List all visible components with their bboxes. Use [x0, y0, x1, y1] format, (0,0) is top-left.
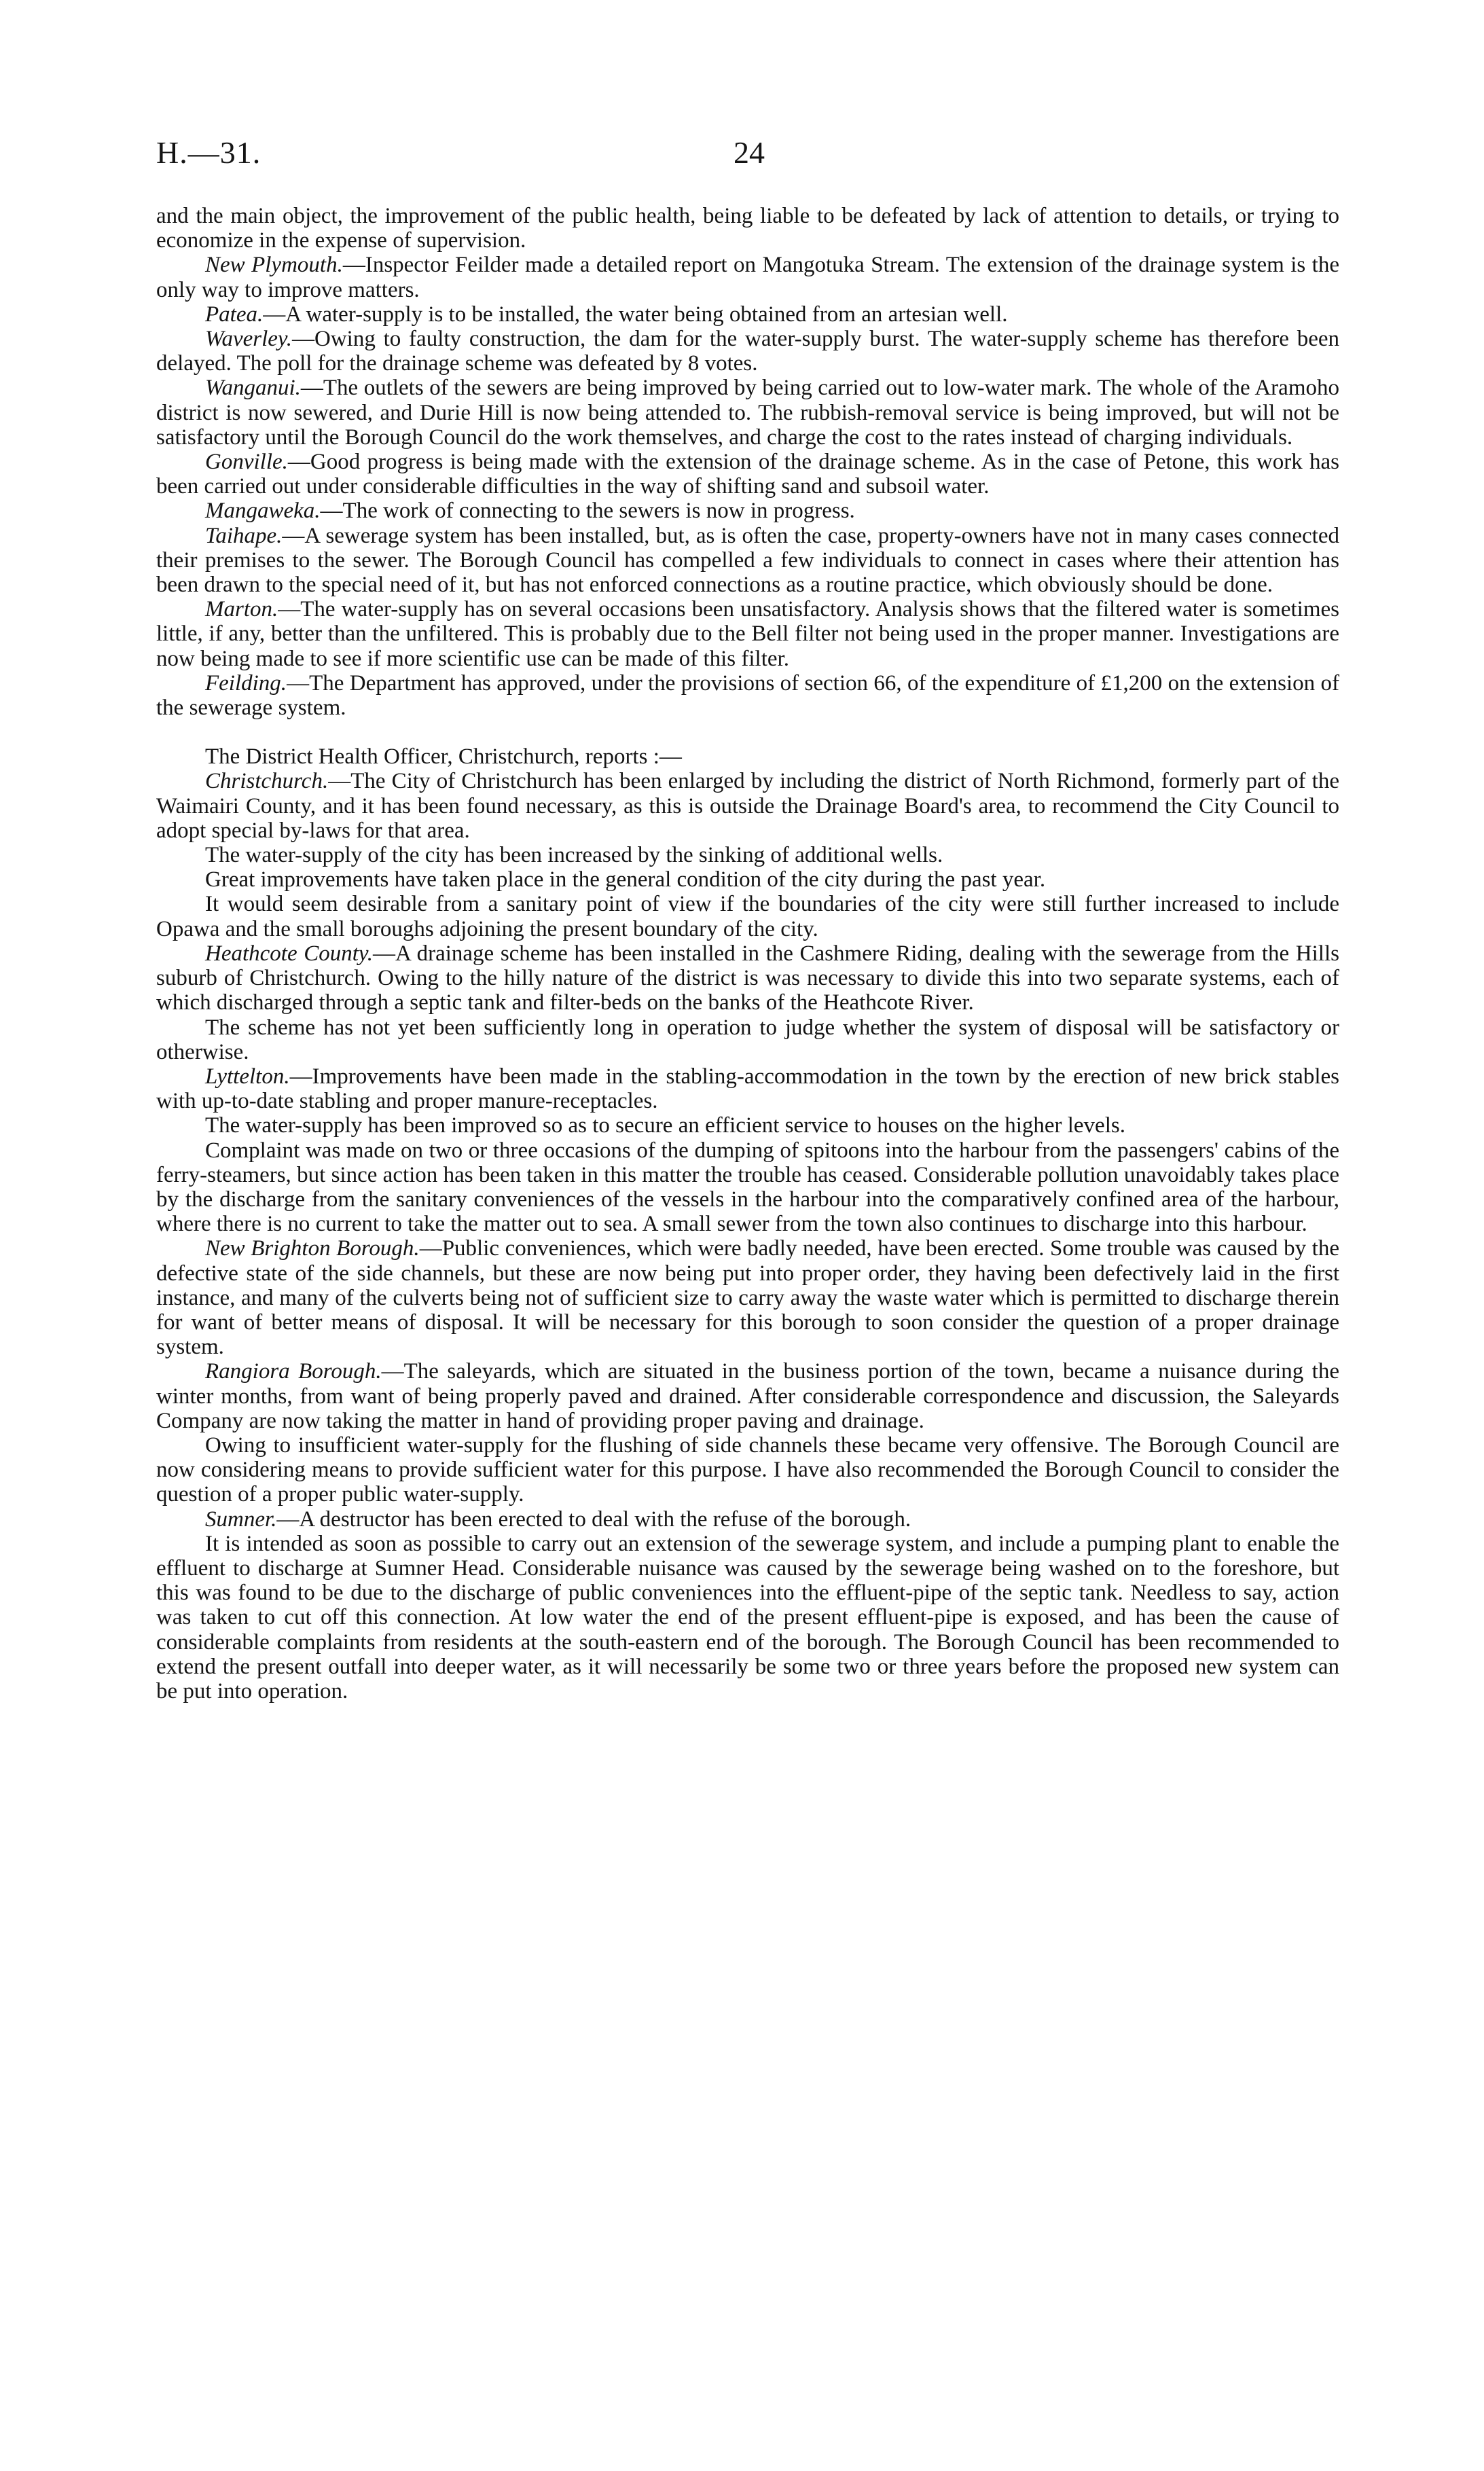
paragraph-text: The District Health Officer, Christchurch, reports :—: [205, 744, 682, 770]
paragraph: [156, 1236, 1339, 1359]
paragraph-text: —Public conveniences, which were badly needed, have been erected. Some trouble was caused by the defective state of the side channels, but these are now being put into proper order, they having been defectively laid in the first instance, and many of the culverts being not of sufficient size to carry away the waste water which is permitted to discharge therein for want of better means of disposal. It will be necessary for this borough to soon consider the question of a proper drainage system.: [156, 1236, 1339, 1360]
paragraph-text: Owing to insufficient water-supply for the flushing of side channels these became very offensive. The Borough Council are now considering means to provide sufficient water for this purpose. I have also recommended the Borough Council to consider the question of a proper public water-supply.: [156, 1432, 1339, 1507]
place-heading: Heathcote County.: [205, 941, 373, 966]
page-number: 24: [734, 135, 765, 170]
paragraph: [156, 892, 1339, 941]
paragraph: [156, 867, 1339, 892]
paragraph: [156, 671, 1339, 720]
paragraph-text: Great improvements have taken place in the general condition of the city during the past year.: [205, 867, 1046, 892]
paragraph-text: —A water-supply is to be installed, the water being obtained from an artesian well.: [263, 302, 1008, 327]
paragraph: [156, 302, 1339, 327]
body-text: [156, 204, 1339, 1703]
paragraph-text: —Good progress is being made with the extension of the drainage scheme. As in the case of Petone, this work has been carried out under considerable difficulties in the way of shifting sand and subsoil water.: [156, 450, 1339, 499]
place-heading: Gonville.: [205, 450, 288, 475]
place-heading: Marton.: [205, 597, 278, 622]
document-reference: H.—31.: [156, 135, 261, 170]
paragraph: [156, 204, 1339, 253]
place-heading: Mangaweka.: [205, 499, 321, 524]
paragraph: [156, 1064, 1339, 1113]
page-header: [156, 134, 1338, 175]
paragraph: [156, 1433, 1339, 1507]
paragraph-text: It would seem desirable from a sanitary point of view if the boundaries of the city were still further increased to include Opawa and the small boroughs adjoining the present boundary of the city.: [156, 892, 1339, 941]
place-heading: Patea.: [205, 302, 264, 327]
paragraph-text: —Owing to faulty construction, the dam for the water-supply burst. The water-supply scheme has therefore been delayed. The poll for the drainage scheme was defeated by 8 votes.: [156, 327, 1339, 376]
place-heading: Taihape.: [205, 523, 283, 548]
place-heading: New Brighton Borough.: [205, 1236, 420, 1261]
paragraph-text: —The saleyards, which are situated in the business portion of the town, became a nuisance during the winter months, from want of being properly paved and drained. After considerable correspondence and discussion, the Saleyards Company are now taking the matter in hand of providing proper paving and drainage.: [156, 1359, 1339, 1433]
paragraph: [156, 941, 1339, 1015]
paragraph-text: —The work of connecting to the sewers is now in progress.: [320, 499, 855, 524]
place-heading: Sumner.: [205, 1507, 277, 1532]
place-heading: Wanganui.: [205, 376, 301, 401]
place-heading: Lyttelton.: [205, 1064, 290, 1089]
paragraph: [156, 376, 1339, 450]
paragraph-text: —Improvements have been made in the stabling-accommodation in the town by the erection of new brick stables with up-to-date stabling and proper manure-receptacles.: [156, 1064, 1339, 1114]
paragraph: [156, 597, 1339, 671]
section-intro-paragraph: [156, 744, 1339, 769]
paragraph-text: —The outlets of the sewers are being improved by being carried out to low-water mark. The whole of the Aramoho district is now sewered, and Durie Hill is now being attended to. The rubbish-removal service is being improved, but will not be satisfactory until the Borough Council do the work themselves, and charge the cost to the rates instead of charging individuals.: [156, 376, 1339, 450]
paragraph: [156, 843, 1339, 867]
paragraph: [156, 1113, 1339, 1138]
paragraph-text: and the main object, the improvement of the public health, being liable to be defeated by lack of attention to details, or trying to economize in the expense of supervision.: [156, 204, 1339, 253]
paragraph: [156, 450, 1339, 499]
place-heading: Feilding.: [205, 670, 287, 696]
paragraph-text: The water-supply of the city has been increased by the sinking of additional wells.: [205, 843, 943, 868]
place-heading: Rangiora Borough.: [205, 1359, 382, 1384]
paragraph: [156, 253, 1339, 302]
paragraph: [156, 1015, 1339, 1064]
place-heading: Christchurch.: [205, 769, 329, 794]
paragraph-text: Complaint was made on two or three occasions of the dumping of spitoons into the harbour from the passengers' cabins of the ferry-steamers, but since action has been taken in this matter the trouble has ceased. Considerable pollution unavoidably takes place by the discharge from the sanitary conveniences of the vessels in the harbour into the comparatively confined area of the harbour, where there is no current to take the matter out to sea. A small sewer from the town also continues to discharge into this harbour.: [156, 1138, 1339, 1237]
paragraph: [156, 1359, 1339, 1433]
paragraph: [156, 769, 1339, 843]
paragraph-text: —Inspector Feilder made a detailed report on Mangotuka Stream. The extension of the drainage system is the only way to improve matters.: [156, 253, 1339, 302]
paragraph: [156, 1532, 1339, 1703]
paragraph: [156, 327, 1339, 376]
paragraph-text: —A sewerage system has been installed, but, as is often the case, property-owners have not in many cases connected their premises to the sewer. The Borough Council has compelled a few individuals to connect in cases where their attention has been drawn to the special need of it, but has not enforced connections as a routine practice, which obviously should be done.: [156, 523, 1339, 598]
paragraph-text: —The Department has approved, under the provisions of section 66, of the expenditure of £1,200 on the extension of the sewerage system.: [156, 670, 1339, 721]
paragraph-text: —A drainage scheme has been installed in the Cashmere Riding, dealing with the sewerage from the Hills suburb of Christchurch. Owing to the hilly nature of the district is was necessary to divide this into two separate systems, each of which discharged through a septic tank and filter-beds on the banks of the Heathcote River.: [156, 941, 1339, 1015]
paragraph-text: It is intended as soon as possible to carry out an extension of the sewerage system, and include a pumping plant to enable the effluent to discharge at Sumner Head. Considerable nuisance was caused by the sewerage being washed on to the foreshore, but this was found to be due to the discharge of public conveniences into the effluent-pipe of the septic tank. Needless to say, action was taken to cut off this connection. At low water the end of the present effluent-pipe is exposed, and has been the cause of considerable complaints from residents at the south-eastern end of the borough. The Borough Council has been recommended to extend the present outfall into deeper water, as it will necessarily be some two or three years before the proposed new system can be put into operation.: [156, 1531, 1339, 1703]
place-heading: Waverley.: [205, 327, 292, 352]
paragraph: [156, 524, 1339, 598]
paragraph-text: The scheme has not yet been sufficiently long in operation to judge whether the system of disposal will be satisfactory or otherwise.: [156, 1015, 1339, 1064]
place-heading: New Plymouth.: [205, 253, 343, 278]
paragraph-text: —The City of Christchurch has been enlarged by including the district of North Richmond, formerly part of the Waimairi County, and it has been found necessary, as this is outside the Drainage Board's area, to recommend the City Council to adopt special by-laws for that area.: [156, 769, 1339, 843]
paragraph-text: —The water-supply has on several occasions been unsatisfactory. Analysis shows that the filtered water is sometimes little, if any, better than the unfiltered. This is probably due to the Bell filter not being used in the proper manner. Investigations are now being made to see if more scientific use can be made of this filter.: [156, 597, 1339, 671]
paragraph-text: The water-supply has been improved so as to secure an efficient service to houses on the higher levels.: [205, 1113, 1125, 1138]
paragraph: [156, 1138, 1339, 1237]
paragraph-text: —A destructor has been erected to deal with the refuse of the borough.: [276, 1507, 911, 1532]
paragraph: [156, 499, 1339, 523]
paragraph: [156, 1507, 1339, 1532]
